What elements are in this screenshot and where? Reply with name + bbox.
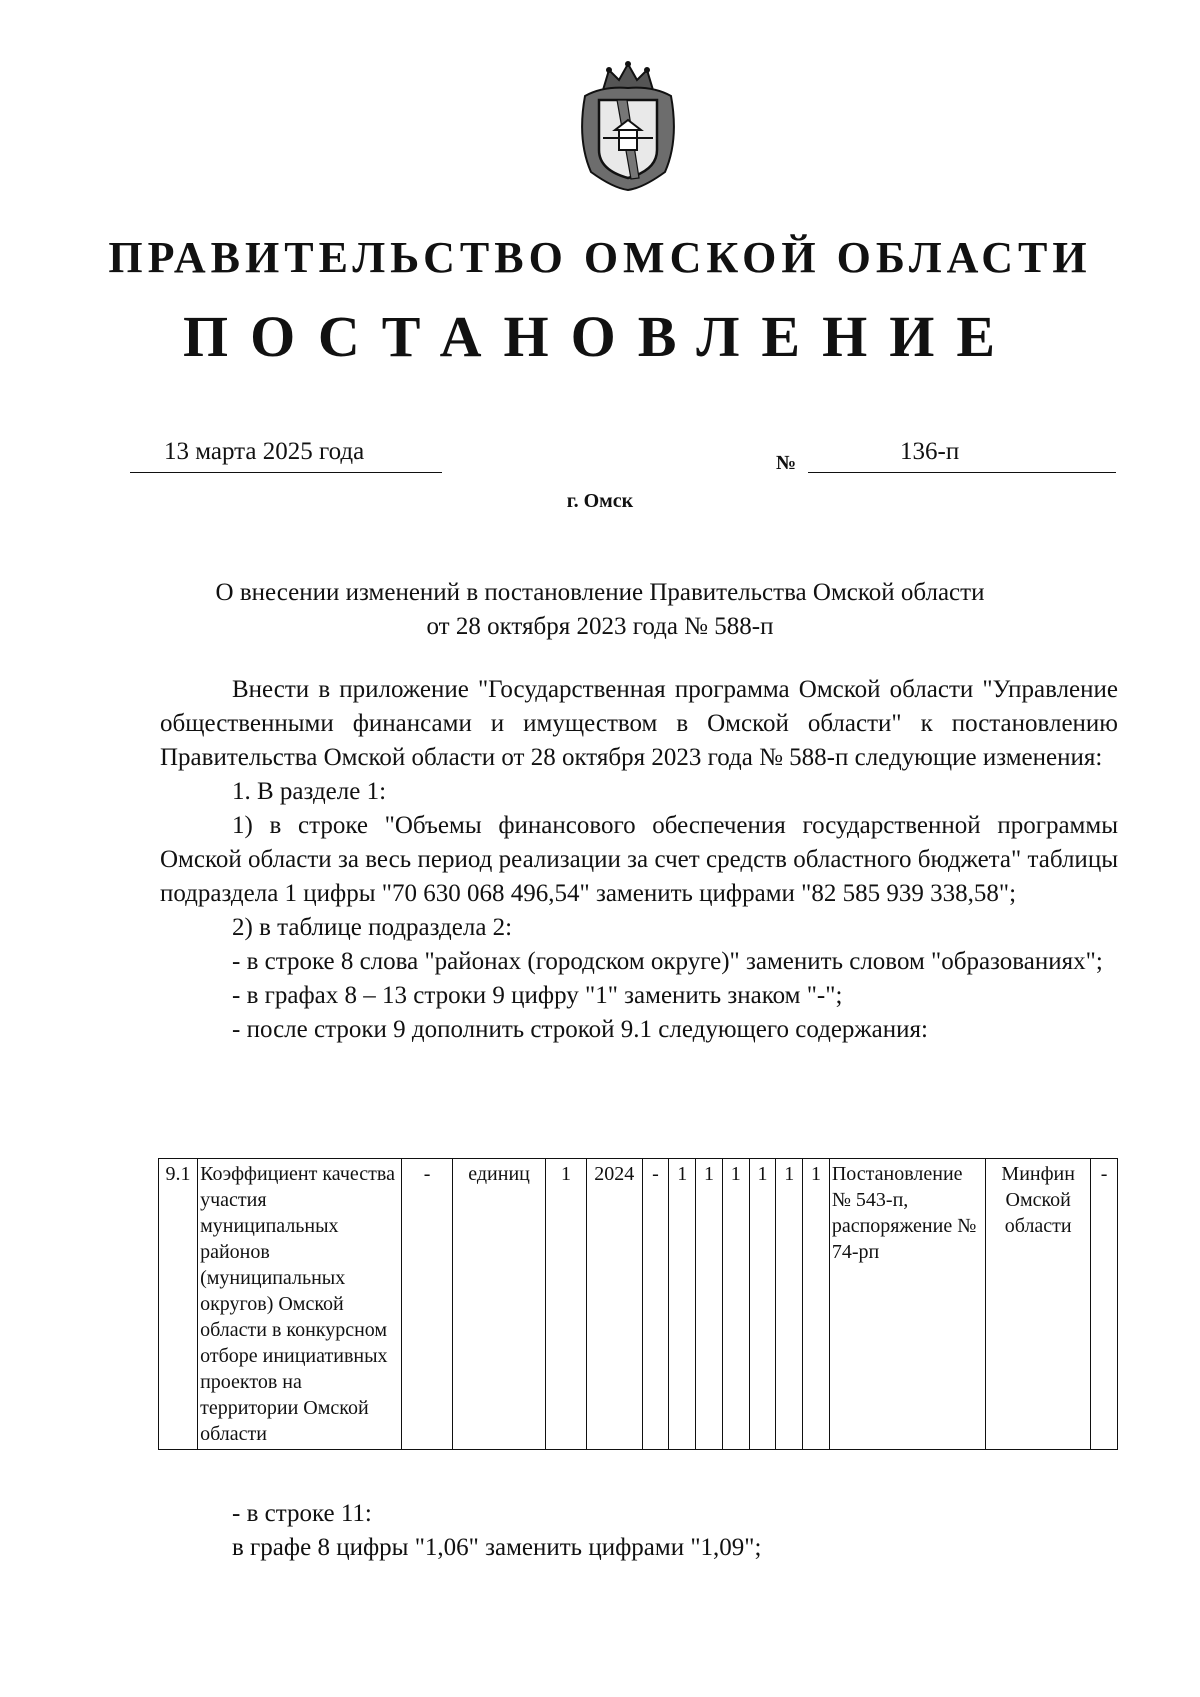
- cell-responsible: Минфин Омской области: [986, 1159, 1091, 1450]
- number-underline: [808, 472, 1116, 473]
- city: г. Омск: [566, 490, 634, 512]
- document-type: ПОСТАНОВЛЕНИЕ: [182, 304, 1018, 369]
- cell-year: 2024: [587, 1159, 643, 1450]
- cell-col-3: -: [401, 1159, 452, 1450]
- document-number: 136-п: [900, 438, 960, 465]
- table-row: [159, 1159, 1118, 1450]
- body-paragraph-row-8: - в строке 8 слова "районах (городском округе)" заменить словом "образованиях";: [232, 948, 1103, 975]
- document-tail: [232, 1497, 1112, 1565]
- document-heading: [0, 576, 1200, 644]
- cell-col-11: 1: [749, 1159, 776, 1450]
- cell-col-7: -: [642, 1159, 669, 1450]
- date-underline: [130, 472, 442, 473]
- cell-last: -: [1091, 1159, 1118, 1450]
- document-date: 13 марта 2025 года: [164, 438, 365, 465]
- cell-col-9: 1: [696, 1159, 723, 1450]
- cell-col-13: 1: [803, 1159, 830, 1450]
- cell-legal-basis: Постановление № 543-п, распоряжение № 74-рп: [829, 1159, 985, 1450]
- body-paragraph-section-1: 1. В разделе 1:: [232, 778, 387, 805]
- government-title: ПРАВИТЕЛЬСТВО ОМСКОЙ ОБЛАСТИ: [108, 233, 1092, 282]
- tail-paragraph-row-11: - в строке 11:: [232, 1500, 372, 1527]
- body-paragraph-item-1: 1) в строке "Объемы финансового обеспечения государственной программы Омской области за весь период реализации за счет средств областного бюджета" таблицы подраздела 1 цифры "70 630 068 496,54" заменить цифрами "82 585 939 338,58";: [160, 812, 1118, 907]
- cell-indicator-name: Коэффициент качества участия муниципальных районов (муниципальных округов) Омской области в конкурсном отборе инициативных проектов на территории Омской области: [198, 1159, 402, 1450]
- heading-line-2: от 28 октября 2023 года № 588-п: [426, 613, 774, 640]
- cell-col-10: 1: [722, 1159, 749, 1450]
- cell-col-5: 1: [545, 1159, 586, 1450]
- tail-paragraph-col-8: в графе 8 цифры "1,06" заменить цифрами "1,09";: [232, 1534, 762, 1561]
- amendment-table: [158, 1158, 1118, 1450]
- heading-line-1: О внесении изменений в постановление Правительства Омской области: [215, 579, 985, 606]
- number-label: №: [776, 452, 797, 474]
- body-paragraph-row-9: - в графах 8 – 13 строки 9 цифру "1" заменить знаком "-";: [232, 982, 843, 1009]
- cell-col-8: 1: [669, 1159, 696, 1450]
- body-paragraph-row-9-1: - после строки 9 дополнить строкой 9.1 следующего содержания:: [232, 1016, 928, 1043]
- cell-row-number: 9.1: [159, 1159, 198, 1450]
- cell-col-12: 1: [776, 1159, 803, 1450]
- cell-unit: единиц: [453, 1159, 546, 1450]
- omsk-coat-of-arms-emblem: [573, 60, 683, 192]
- document-body: [160, 673, 1118, 1047]
- body-paragraph-intro: Внести в приложение "Государственная программа Омской области "Управление общественными финансами и имуществом в Омской области" к постановлению Правительства Омской области от 28 октября 2023 года № 588-п следующие изменения:: [160, 676, 1118, 771]
- body-paragraph-item-2: 2) в таблице подраздела 2:: [232, 914, 513, 941]
